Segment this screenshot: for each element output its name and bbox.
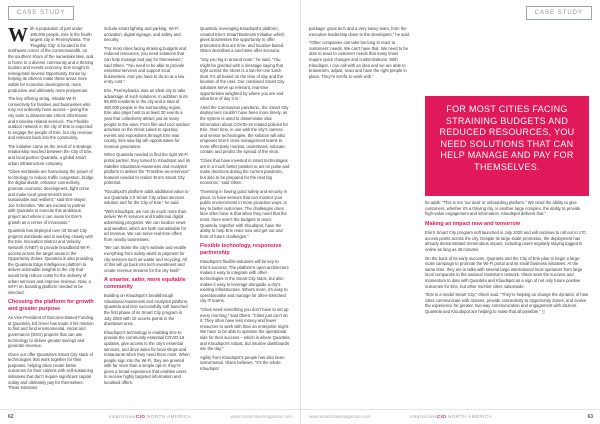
page-number: 63 <box>587 414 593 420</box>
pull-quote: FOR MOST CITIES FACING STRAINING BUDGETS AND REDUCED RESOURCES, YOU NEED SOLUTIONS THAT CAN HELP MANAGE AND PAY FOR THEMSELVES. <box>425 96 589 196</box>
body-paragraph: Given our offer Quantela’s Smart City stack of technologies that work together for their purposes, helping cities create better outcomes for their citizens with self-sustaining initiatives that don’t require significant capital outlay and ultimately pay for themselves. These solutions <box>8 351 94 391</box>
body-paragraph: “Say you log in around noon,” he said. “You might be greeted with a message saying that right across the street is a two-for-one lunch deal. It’s all based on the time of day and the location of the user. Our combined Smart City solutions serve up relevant, real-time opportunities weighted by where you are and what time of day it is.” <box>200 56 285 102</box>
body-paragraph: include smart lighting and parking, Wi-Fi activation, digital signage, and safety and security. <box>104 26 181 43</box>
body-paragraph: “Other companies can take too long to react to customers’ needs. We can’t have that. We need to be able to react to customer needs that many times require quick changes and customizations. With Kloudspot, I can call with an idea and we are able to brainstorm, adjust, react and have the right people in place. They’re terrific to work with.” <box>309 40 409 79</box>
section-tag: CASE STUDY <box>526 6 592 20</box>
section-subhead: Making an impact now and tomorrow <box>425 220 520 227</box>
section-subhead: A smarter, safer, more equitable community <box>104 277 186 290</box>
drop-cap: W <box>8 26 28 46</box>
body-paragraph: Agility from Kloudspot’s people has also been instrumental. Olsen believes. “It’s the whole Kloudspot <box>200 354 285 371</box>
body-paragraph: Quantela has deployed over 40 Smart City projects worldwide and is working closely with the Erie Innovation District and Velocity Network (VNET) to provide broadband Wi-Fi access across the target areas in the Opportunity Zones. Quantela is also providing the Quantela Edge Intelligence platform to deliver actionable insights to the city that would help reduce costs for the delivery of urban services and improve revenue. Now, a Wi-Fi on boarding platform needed to be selected. <box>8 228 93 295</box>
body-paragraph: “For most cities facing straining budgets and reduced resources, you need solutions that can help manage and pay for themselves,” said Olsen. “You need to be able to provide essential services and support local businesses. And you have to do so at a low entry cost.” <box>104 45 187 85</box>
page-footer <box>0 409 300 424</box>
section-tag: CASE STUDY <box>8 6 74 20</box>
body-paragraph: “Cities worldwide are harnessing the power of technology to reduce traffic congestion, bridge the digital divide, enhance connectivity, promote economic development, fight crime and make local governments more sustainable and resilient,” said Erie Mayor, Joe Schember. “We are excited to partner with Quantela to execute this ambitious project and where it can mean for Erie’s growth as a center of innovation.” <box>8 169 94 225</box>
article-column-2 <box>104 26 190 406</box>
body-paragraph: “Erie is a model Smart City,” Olsen said. “They’re helping us change the dynamic of how cities communicate with citizens, provide connectivity to Opportunity Zones, and evolve the experience for greater, two-way communication and engagement with citizens. Quantela and Kloudspot are helping to make that all possible.” ◻ <box>425 292 589 314</box>
body-paragraph: “We can trickle the city’s website and enable everything from safety alerts to payment for city services such as waste and recycling. All of this will go back into tech investment and create revenue streams for the city itself.” <box>104 245 188 273</box>
body-paragraph: package: great tech and a very savvy team, from the executive leadership down to the developers,” he said. <box>309 26 411 37</box>
body-paragraph: Kloudspot’s technology is enabling Erie to provide the community essential COVID-19 updates, give access to the city’s essential services, and drive sales for local shops and restaurants when they need them most. When people sign into the Wi-Fi, they are greeted with far more than a simple opt-in; they’re given a broad experience that enables users to receive highly targeted information and localised offers. <box>104 329 190 386</box>
article-column-1 <box>8 26 94 406</box>
body-paragraph: As Vice President of Outcome-Based Funding at Quantela, Ed Greer has made it his mission to find and fund environmental, social and governance (ESG) projects that can use technology to deliver greater savings and generate revenue. <box>8 315 94 349</box>
page-footer <box>301 409 600 424</box>
website-link[interactable]: www.smartcitiesmagazine.com <box>309 414 371 419</box>
body-paragraph: Amid the Coronavirus pandemic, the Smart City deployment couldn’t have been more timely, as the system is used to disseminate vital information about COVID-19 related policies for Erie. Over time, in use with the city’s camera and sensor technologies, the solution will also empower Erie’s crisis management teams to more effectively monitor, understand, educate, contain and predict the spread of the virus. <box>200 104 289 155</box>
right-page <box>300 0 600 424</box>
lead-paragraph: With a population of just under 100,000 people, Erie is the fourth largest city in Pennsylvania. The 'Flagship City' is located in the northwest corner of the commonwealth, on the southern shore of the namesake lake, and is home to a diverse community and a thriving tourism and events economy. Erie sought to reinvigorate several Opportunity Zones by helping its citizens make these areas more viable for economic development, more productive and ultimately more prosperous. <box>8 26 94 93</box>
masthead: smartcitiesCIO NORTH AMERICA <box>108 414 192 419</box>
body-paragraph: When Quantela needed to find the right Wi-Fi portal partner, they turned to Kloudspot and its Satellite Situational Awareness and Analytics platform to deliver the “Frontline-as-a-Service” features needed to realize Erie’s Smart City potential. <box>104 152 190 186</box>
body-paragraph: “Cities need something you don’t have to set up every morning,” said Olsen. “Cities just can’t do it. They often have less money and fewer resources to work with than an enterprise might. We have to be able to optimise the operational side for their success – which is where Quantela and Kloudspot’s robust, but intuitive dashboards win the day.” <box>200 306 290 352</box>
article-column-1 <box>309 26 412 406</box>
body-paragraph: The key offering string, reliable Wi-Fi connectivity for families and businesses who may not ordinarily have access – giving the city tools to disseminate critical information and monetise related services. The Flexible outdoor network in the city of Erie is expected to engage the people of Erie, but city revenue and relevant back into the community. <box>8 96 93 141</box>
article-column-2 <box>425 200 589 400</box>
section-subhead: Choosing the platform for growth and greater purpose <box>8 299 94 312</box>
body-paragraph: “Investing in having good safety and security in place, to have sensors that can monitor your public environments in more proactive ways, is key to better outcomes. The challenges cities face often have is that when they need that the most, there aren’t the budgets to react. Quantela, together with Kloudspot, have the ability to help Erie react now and get out and front of future challenges.” <box>200 189 288 239</box>
article-column-3 <box>200 26 290 406</box>
page-number: 62 <box>8 414 14 420</box>
section-subhead: Flexible technology, responsive partnership <box>200 243 282 256</box>
body-paragraph: “Cities that have invested in smart technologies are in a much better position to act on pulse and make decisions during the current pandemic, but also to be prepared for the next big economic,” said Olsen. <box>200 158 290 186</box>
body-paragraph: Kloudspot’s flexible solutions will be key to Erie’s success. The platform’s open architecture makes it easy to integrate with other technologies in the Smart City stack, but also makes it easy to leverage alongside a city’s existing infrastructure. What’s more, it’s easy to operationalise and manage for often-stretched city IT teams. <box>200 259 289 304</box>
body-paragraph: On the back of its early success, Quantela and the City of Erie plan to begin a large-scale campaign to promote the Wi-Fi portal and its small business initiatives. At the same time, they are in talks with several large international local operators from large local companies to the national HostStar’s network. Olsen sees the success and momentum to date with Quantela and Kloudspot as a sign of not only future positive outcomes for Erie, but other mid-tier cities nationwide. <box>425 255 583 289</box>
masthead: smartcitiesCIO NORTH AMERICA <box>409 414 493 419</box>
body-paragraph: Erie, Pennsylvania, was an ideal city to take advantage of such solutions. In addition to its 98,000 residents in the city and a total of 460,000 people in the surrounding region, Erie also plays host to at least 30 events a year that collectively attract just as many people to the area. From film and cool outdoor activities on the Great Lakes to sporting events and expositions through Erie was county, Erie saw big wifi opportunities for revenue generation. <box>104 87 190 149</box>
body-paragraph: The initiative came as the result of a strategic relationship reached between the City of Erie, and local partner Quantela, a global smart urban infrastructure company. <box>8 143 93 166</box>
website-link[interactable]: www.smartcitiesmagazine.com <box>230 414 292 419</box>
body-paragraph: “Kloudspot’s platform adds additional value to our Quantela 2.0 Smart City urban services solution and for the City of Erie,” he said. <box>104 189 189 206</box>
body-paragraph: Quantela, leveraging Kloudspot’s platform, created Erie’s Smart Business Initiative which gives businesses the opportunity to offer promotions that are time- and location-based. Olsen describes a lunchtime offer scenario: <box>200 26 285 54</box>
body-paragraph: “With Kloudspot, we can do much more than deliver Wi-Fi services and traditional digital advertising programs. We can localize news and weather, which are both monetisable for ad revenue. We can serve real-time offers from nearby businesses. <box>104 208 187 242</box>
body-paragraph: Building on Kloudspot’s breakthrough Situational Awareness and Analytics platform, Quantela and Erie successfully soft launched the first phase of its Smart City program in July 2020 with 10 access points in the downtown area. <box>104 293 189 327</box>
body-paragraph: Erie’s Smart City program soft launched in July 2020 and will continue to roll out to 170 access points across the city. Despite its large-scale promotion, the deployment has already demonstrated tremendous impact, including users regularly staying logged in online as long as 45 minutes. <box>425 230 586 252</box>
body-paragraph: he adds: “This is not ‘our deal’ or onboarding platform.” We need the ability to give customers, whether it’s a thriving city or another large complex, the ability to provide high-value engagement and information. Kloudspot delivers that.” <box>425 200 581 217</box>
